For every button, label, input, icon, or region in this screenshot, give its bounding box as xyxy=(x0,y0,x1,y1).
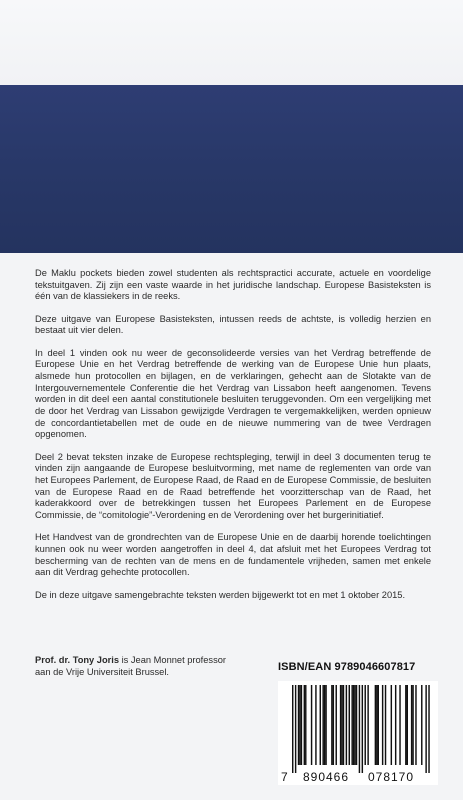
barcode-bar xyxy=(320,685,321,765)
barcode-bar xyxy=(412,685,413,765)
paragraph-intro: De Maklu pockets bieden zowel studenten als rechtspractici accurate, actuele en voordelige tekstuitgaven. Zij zijn een vaste waarde in het juridische landschap. Europese Basisteksten is één van de klassiekers in de reeks. xyxy=(35,268,431,302)
paragraph-edition: Deze uitgave van Europese Basisteksten, intussen reeds de achtste, is volledig herzien en bestaat uit vier delen. xyxy=(35,313,431,336)
barcode-bar xyxy=(356,685,357,765)
barcode-bar xyxy=(340,685,341,765)
barcode-guard-bar xyxy=(425,685,426,773)
barcode-guard-bar xyxy=(295,685,296,773)
barcode-guard-bar xyxy=(359,685,360,773)
barcode-bar xyxy=(405,685,406,765)
barcode-bar xyxy=(301,685,302,765)
barcode-bar xyxy=(351,685,352,765)
barcode-bar xyxy=(382,685,383,765)
barcode-digit-first: 7 xyxy=(281,770,288,784)
barcode-bar xyxy=(346,685,347,765)
paragraph-part-1: In deel 1 vinden ook nu weer de geconsolideerde versies van het Verdrag betreffende de Europese Unie en het Verdrag betreffende de werking van de Europese Unie hun plaats, alsmede hun protocollen en bijlagen, en de verklaringen, gehecht aan de Slotakte van de Intergouvernementele Conferentie die het Verdrag van Lissabon heeft aangenomen. Tevens worden in dit deel een aantal constitutionele besluiten teruggevonden. Om een vergelijking met de door het Verdrag van Lissabon gewijzigde Verdragen te vergemakkelijken, werden opnieuw de concordantietabellen met de oude en de nieuwe nummering van de twee Verdragen opgenomen. xyxy=(35,347,431,440)
barcode-bar xyxy=(333,685,334,765)
author-name: Prof. dr. Tony Joris xyxy=(35,655,120,665)
barcode-bar xyxy=(341,685,342,765)
paragraph-update-date: De in deze uitgave samengebrachte teksten werden bijgewerkt tot en met 1 oktober 2015. xyxy=(35,589,406,600)
barcode-bar xyxy=(322,685,323,765)
barcode-bar xyxy=(305,685,306,765)
barcode-bar xyxy=(376,685,377,765)
barcode-bar xyxy=(343,685,344,765)
barcode-bar xyxy=(367,685,368,765)
barcode-guard-bar xyxy=(362,685,363,773)
barcode-bar xyxy=(415,685,416,765)
author-title: is Jean Monnet professor xyxy=(119,655,226,665)
barcode-bar xyxy=(299,685,300,765)
barcode-bar xyxy=(411,685,412,765)
cover-top-area xyxy=(0,0,463,85)
barcode-graphic xyxy=(278,681,438,785)
barcode-bar xyxy=(399,685,400,765)
barcode-bar xyxy=(324,685,325,765)
barcode-bar xyxy=(349,685,350,765)
barcode-bar xyxy=(378,685,379,765)
barcode-bar xyxy=(391,685,392,765)
barcode-bar xyxy=(385,685,386,765)
barcode-bar xyxy=(331,685,332,765)
paragraph-parts-2-3: Deel 2 bevat teksten inzake de Europese rechtspleging, terwijl in deel 3 documenten terug te vinden zijn aangaande de Europese besluitvorming, met name de reglementen van orde van het Europees Parlement, de Europese Raad, de Raad en de Europese Commissie, de besluiten van de Europese Raad en de Raad betreffende het voorzitterschap van de Raad, het kaderakkoord over de betrekkingen tussen het Europees Parlement en de Europese Commissie, de “comitologie”-Verordening en de Verordening over het burgerinitiatief. xyxy=(35,451,431,521)
cover-color-band xyxy=(0,85,463,253)
barcode-digits-left: 890466 xyxy=(302,770,350,784)
author-affiliation: aan de Vrije Universiteit Brussel. xyxy=(35,666,170,677)
paragraph-part-4: Het Handvest van de grondrechten van de Europese Unie en de daarbij horende toelichtingen kunnen ook nu weer worden aangetroffen in deel 4, dat afsluit met het Europees Verdrag tot bescherming van de rechten van de mens en de fundamentele vrijheden, samen met enkele aan dit Verdrag gehechte protocollen. xyxy=(35,532,431,578)
barcode-bar xyxy=(311,685,312,765)
barcode xyxy=(278,681,438,785)
isbn-label: ISBN/EAN 9789046607817 xyxy=(278,661,416,673)
barcode-bar xyxy=(354,685,355,765)
barcode-bar xyxy=(315,685,316,765)
author-bio xyxy=(35,655,265,678)
barcode-bar xyxy=(304,685,305,765)
barcode-guard-bar xyxy=(292,685,293,773)
barcode-bar xyxy=(365,685,366,765)
barcode-bar xyxy=(336,685,337,765)
barcode-bar xyxy=(421,685,422,765)
barcode-bar xyxy=(375,685,376,765)
barcode-digits-right: 078170 xyxy=(367,770,415,784)
barcode-bar xyxy=(395,685,396,765)
barcode-bar xyxy=(407,685,408,765)
barcode-bar xyxy=(353,685,354,765)
back-cover-description xyxy=(35,268,431,612)
barcode-bar xyxy=(298,685,299,765)
barcode-bars xyxy=(292,685,430,773)
barcode-guard-bar xyxy=(428,685,429,773)
barcode-bar xyxy=(325,685,326,765)
